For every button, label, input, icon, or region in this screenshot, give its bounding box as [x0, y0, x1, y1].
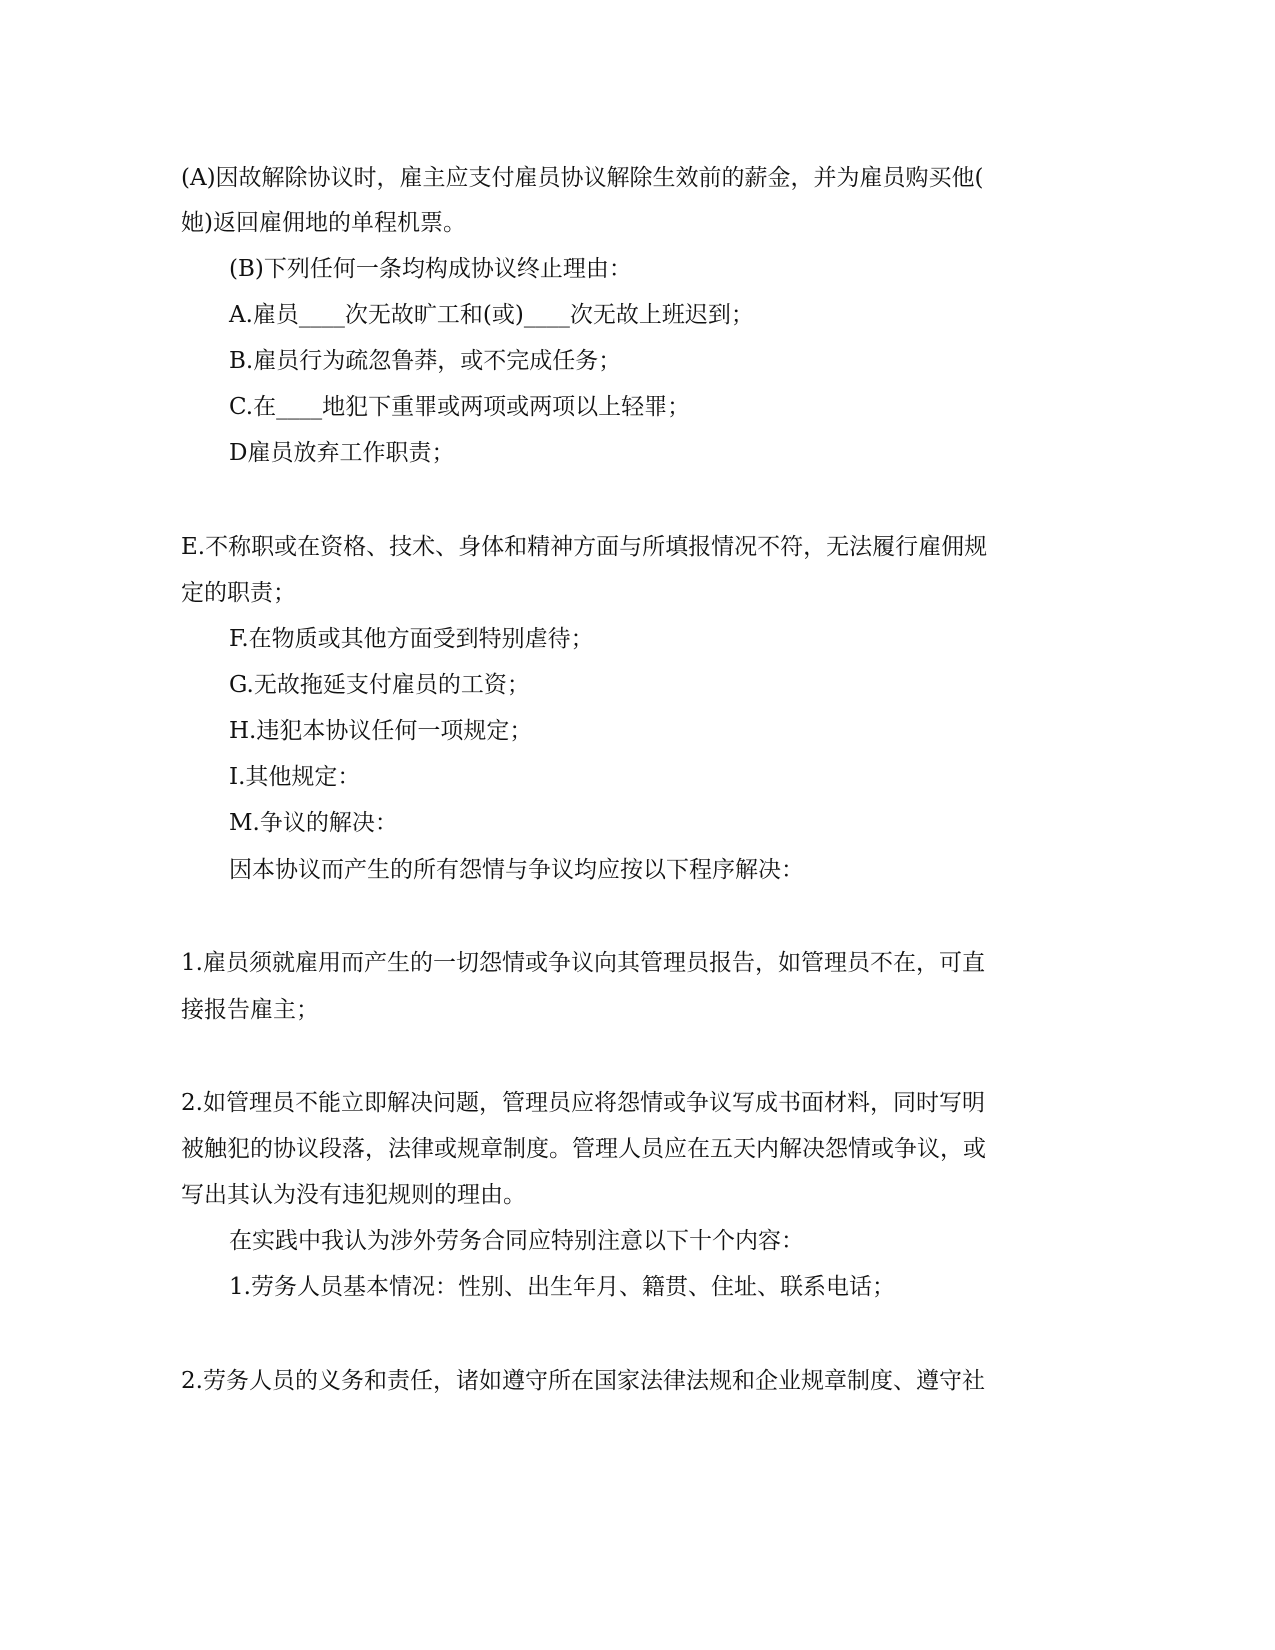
- text-line: E.不称职或在资格、技术、身体和精神方面与所填报情况不符，无法履行雇佣规: [181, 534, 988, 560]
- text-line: (A)因故解除协议时，雇主应支付雇员协议解除生效前的薪金，并为雇员购买他(: [181, 165, 984, 191]
- text-line: 2.劳务人员的义务和责任，诸如遵守所在国家法律法规和企业规章制度、遵守社: [181, 1368, 985, 1394]
- text-line: I.其他规定：: [229, 764, 361, 790]
- text-line: 接报告雇主；: [181, 997, 319, 1023]
- text-line: 2.如管理员不能立即解决问题，管理员应将怨情或争议写成书面材料，同时写明: [181, 1090, 985, 1116]
- text-line: 因本协议而产生的所有怨情与争议均应按以下程序解决：: [229, 857, 804, 883]
- text-line: 写出其认为没有违犯规则的理由。: [181, 1182, 526, 1208]
- text-line: D雇员放弃工作职责；: [229, 440, 455, 466]
- text-line: 1.雇员须就雇用而产生的一切怨情或争议向其管理员报告，如管理员不在，可直: [181, 950, 985, 976]
- text-line: G.无故拖延支付雇员的工资；: [229, 672, 530, 698]
- text-line: (B)下列任何一条均构成协议终止理由：: [229, 256, 632, 282]
- text-line: 在实践中我认为涉外劳务合同应特别注意以下十个内容：: [229, 1228, 804, 1254]
- text-line: M.争议的解决：: [229, 810, 398, 836]
- text-line: C.在____地犯下重罪或两项或两项以上轻罪；: [229, 394, 691, 420]
- text-line: B.雇员行为疏忽鲁莽，或不完成任务；: [229, 348, 622, 374]
- text-line: 被触犯的协议段落，法律或规章制度。管理人员应在五天内解决怨情或争议，或: [181, 1136, 986, 1162]
- text-line: 她)返回雇佣地的单程机票。: [181, 210, 466, 236]
- text-line: H.违犯本协议任何一项规定；: [229, 718, 533, 744]
- text-line: 定的职责；: [181, 580, 296, 606]
- text-line: A.雇员____次无故旷工和(或)____次无故上班迟到；: [229, 302, 754, 328]
- text-line: 1.劳务人员基本情况：性别、出生年月、籍贯、住址、联系电话；: [229, 1274, 895, 1300]
- text-line: F.在物质或其他方面受到特别虐待；: [229, 626, 594, 652]
